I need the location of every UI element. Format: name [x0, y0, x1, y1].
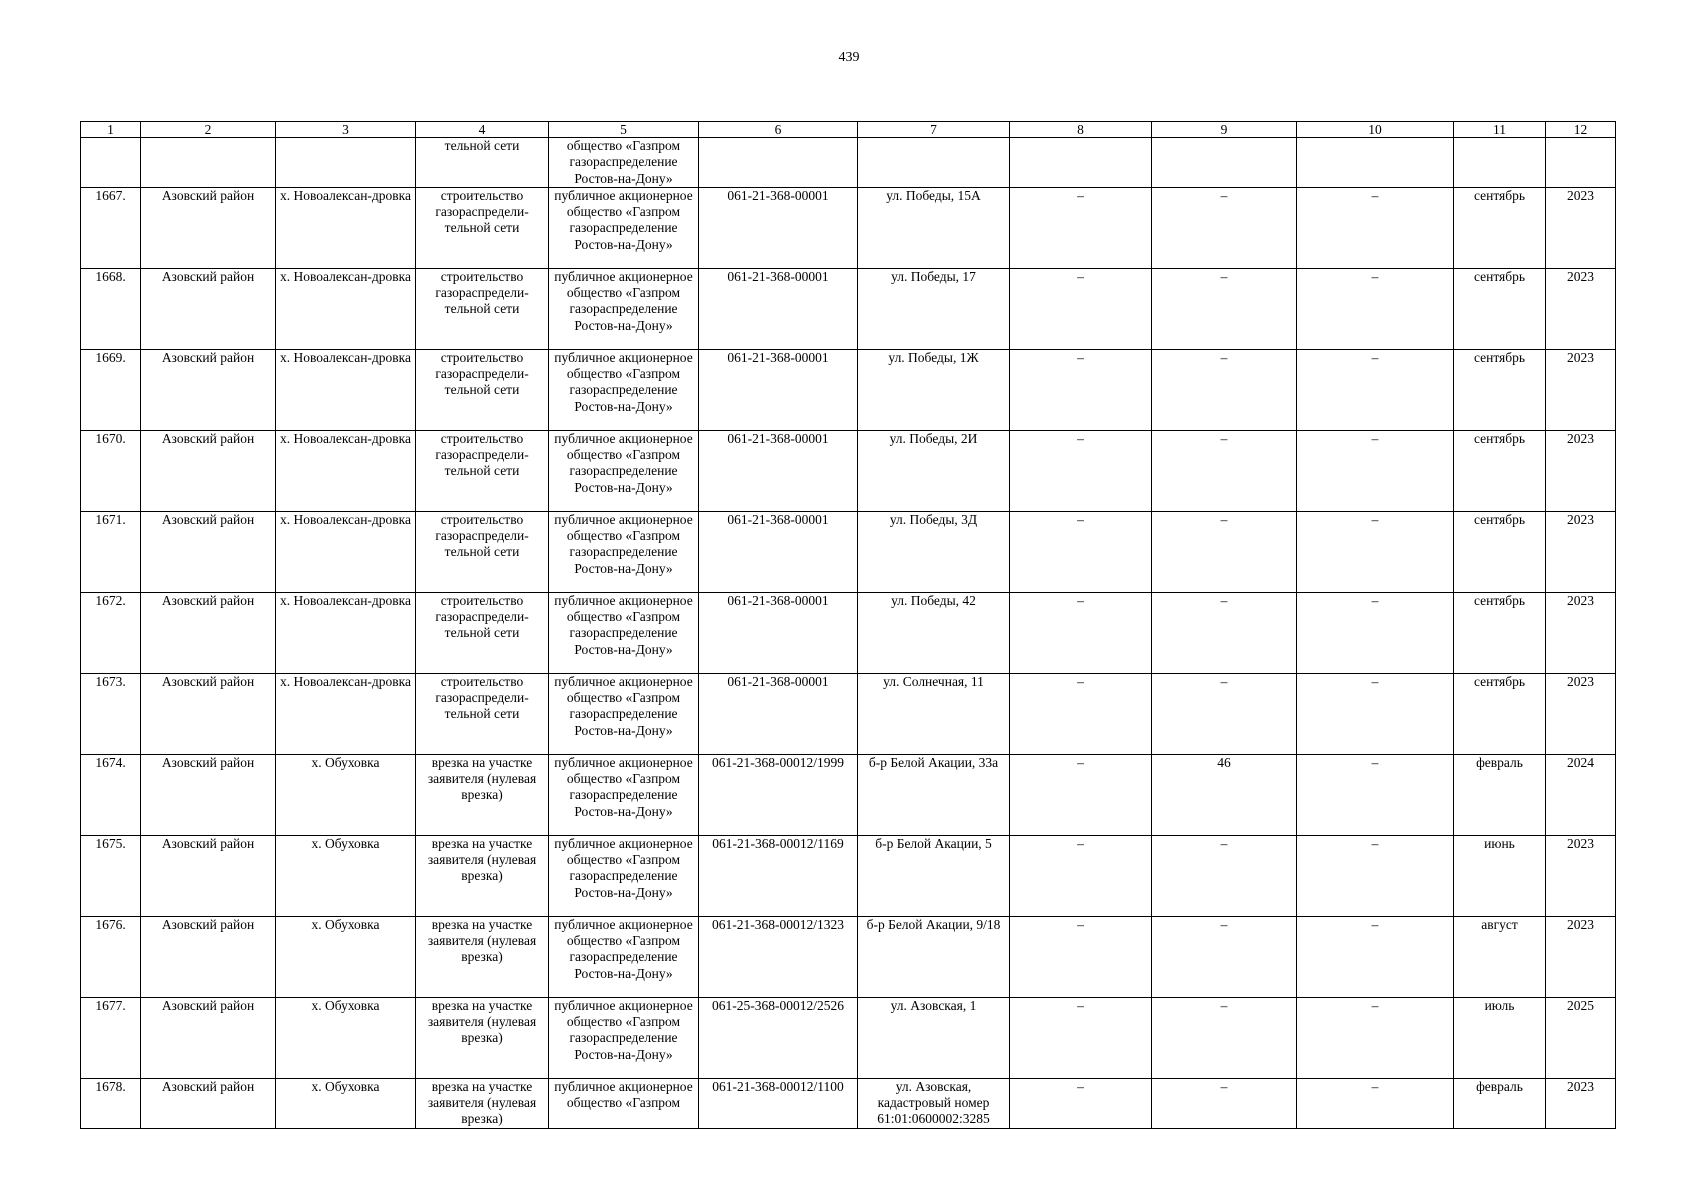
col9-value-cell: –: [1152, 835, 1297, 916]
month-cell: февраль: [1454, 1078, 1546, 1128]
month-cell: сентябрь: [1454, 592, 1546, 673]
row-number-cell: 1670.: [81, 430, 141, 511]
address-cell: [858, 138, 1010, 188]
address-cell: б-р Белой Акации, 5: [858, 835, 1010, 916]
table-row: [81, 592, 1616, 673]
row-number-cell: 1672.: [81, 592, 141, 673]
address-cell: б-р Белой Акации, 9/18: [858, 916, 1010, 997]
district-cell: Азовский район: [141, 835, 276, 916]
month-cell: июнь: [1454, 835, 1546, 916]
col8-value-cell: –: [1010, 835, 1152, 916]
year-cell: 2024: [1546, 754, 1616, 835]
year-cell: 2025: [1546, 997, 1616, 1078]
settlement-cell: х. Новоалексан-дровка: [276, 673, 416, 754]
address-cell: ул. Солнечная, 11: [858, 673, 1010, 754]
settlement-cell: х. Новоалексан-дровка: [276, 511, 416, 592]
address-cell: б-р Белой Акации, 33а: [858, 754, 1010, 835]
application-number-cell: 061-21-368-00001: [699, 349, 858, 430]
col-header: 12: [1546, 122, 1616, 138]
address-cell: ул. Победы, 17: [858, 268, 1010, 349]
col10-value-cell: –: [1297, 187, 1454, 268]
organization-cell: публичное акционерное общество «Газпром газораспределение Ростов-на-Дону»: [549, 349, 699, 430]
work-type-cell: строительство газораспредели-тельной сети: [416, 349, 549, 430]
district-cell: Азовский район: [141, 1078, 276, 1128]
table-row: [81, 916, 1616, 997]
row-number-cell: 1678.: [81, 1078, 141, 1128]
col10-value-cell: –: [1297, 511, 1454, 592]
col-header: 6: [699, 122, 858, 138]
application-number-cell: 061-21-368-00001: [699, 430, 858, 511]
organization-cell: публичное акционерное общество «Газпром газораспределение Ростов-на-Дону»: [549, 835, 699, 916]
col-header: 8: [1010, 122, 1152, 138]
col9-value-cell: [1152, 138, 1297, 188]
row-number-cell: 1674.: [81, 754, 141, 835]
table-body: [81, 138, 1616, 1129]
district-cell: Азовский район: [141, 754, 276, 835]
application-number-cell: 061-21-368-00001: [699, 187, 858, 268]
organization-cell: публичное акционерное общество «Газпром газораспределение Ростов-на-Дону»: [549, 187, 699, 268]
district-cell: Азовский район: [141, 430, 276, 511]
row-number-cell: 1675.: [81, 835, 141, 916]
month-cell: сентябрь: [1454, 349, 1546, 430]
col8-value-cell: [1010, 138, 1152, 188]
col9-value-cell: –: [1152, 673, 1297, 754]
year-cell: 2023: [1546, 835, 1616, 916]
address-cell: ул. Победы, 42: [858, 592, 1010, 673]
col8-value-cell: –: [1010, 187, 1152, 268]
col8-value-cell: –: [1010, 673, 1152, 754]
col10-value-cell: [1297, 138, 1454, 188]
district-cell: Азовский район: [141, 916, 276, 997]
col9-value-cell: –: [1152, 1078, 1297, 1128]
application-number-cell: 061-21-368-00001: [699, 511, 858, 592]
col10-value-cell: –: [1297, 592, 1454, 673]
table-row: [81, 138, 1616, 188]
organization-cell: публичное акционерное общество «Газпром газораспределение Ростов-на-Дону»: [549, 430, 699, 511]
col8-value-cell: –: [1010, 268, 1152, 349]
district-cell: [141, 138, 276, 188]
address-cell: ул. Азовская, кадастровый номер 61:01:0600002:3285: [858, 1078, 1010, 1128]
col-header: 10: [1297, 122, 1454, 138]
year-cell: 2023: [1546, 430, 1616, 511]
organization-cell: публичное акционерное общество «Газпром газораспределение Ростов-на-Дону»: [549, 592, 699, 673]
col9-value-cell: 46: [1152, 754, 1297, 835]
table-row: [81, 511, 1616, 592]
month-cell: сентябрь: [1454, 673, 1546, 754]
application-number-cell: 061-21-368-00012/1100: [699, 1078, 858, 1128]
settlement-cell: х. Обуховка: [276, 916, 416, 997]
district-cell: Азовский район: [141, 349, 276, 430]
application-number-cell: 061-21-368-00012/1999: [699, 754, 858, 835]
col9-value-cell: –: [1152, 997, 1297, 1078]
col10-value-cell: –: [1297, 673, 1454, 754]
organization-cell: публичное акционерное общество «Газпром газораспределение Ростов-на-Дону»: [549, 511, 699, 592]
year-cell: 2023: [1546, 916, 1616, 997]
year-cell: [1546, 138, 1616, 188]
organization-cell: общество «Газпром газораспределение Ростов-на-Дону»: [549, 138, 699, 188]
table-row: [81, 754, 1616, 835]
work-type-cell: врезка на участке заявителя (нулевая врезка): [416, 997, 549, 1078]
col10-value-cell: –: [1297, 268, 1454, 349]
organization-cell: публичное акционерное общество «Газпром газораспределение Ростов-на-Дону»: [549, 754, 699, 835]
row-number-cell: 1677.: [81, 997, 141, 1078]
table-row: [81, 997, 1616, 1078]
col9-value-cell: –: [1152, 592, 1297, 673]
year-cell: 2023: [1546, 673, 1616, 754]
table-row: [81, 268, 1616, 349]
work-type-cell: строительство газораспредели-тельной сети: [416, 187, 549, 268]
col8-value-cell: –: [1010, 754, 1152, 835]
organization-cell: публичное акционерное общество «Газпром: [549, 1078, 699, 1128]
work-type-cell: строительство газораспредели-тельной сети: [416, 673, 549, 754]
district-cell: Азовский район: [141, 187, 276, 268]
work-type-cell: тельной сети: [416, 138, 549, 188]
month-cell: февраль: [1454, 754, 1546, 835]
application-number-cell: 061-21-368-00001: [699, 592, 858, 673]
district-cell: Азовский район: [141, 997, 276, 1078]
month-cell: сентябрь: [1454, 268, 1546, 349]
address-cell: ул. Победы, 3Д: [858, 511, 1010, 592]
settlement-cell: х. Новоалексан-дровка: [276, 349, 416, 430]
application-number-cell: [699, 138, 858, 188]
settlement-cell: х. Новоалексан-дровка: [276, 592, 416, 673]
application-number-cell: 061-25-368-00012/2526: [699, 997, 858, 1078]
col10-value-cell: –: [1297, 349, 1454, 430]
month-cell: сентябрь: [1454, 187, 1546, 268]
col10-value-cell: –: [1297, 1078, 1454, 1128]
district-cell: Азовский район: [141, 268, 276, 349]
settlement-cell: х. Обуховка: [276, 997, 416, 1078]
row-number-cell: 1676.: [81, 916, 141, 997]
address-cell: ул. Победы, 15А: [858, 187, 1010, 268]
row-number-cell: 1667.: [81, 187, 141, 268]
col9-value-cell: –: [1152, 511, 1297, 592]
address-cell: ул. Азовская, 1: [858, 997, 1010, 1078]
organization-cell: публичное акционерное общество «Газпром газораспределение Ростов-на-Дону»: [549, 997, 699, 1078]
col8-value-cell: –: [1010, 997, 1152, 1078]
col9-value-cell: –: [1152, 187, 1297, 268]
col8-value-cell: –: [1010, 1078, 1152, 1128]
column-number-row: [81, 122, 1616, 138]
col9-value-cell: –: [1152, 916, 1297, 997]
col-header: 4: [416, 122, 549, 138]
month-cell: [1454, 138, 1546, 188]
year-cell: 2023: [1546, 349, 1616, 430]
address-cell: ул. Победы, 1Ж: [858, 349, 1010, 430]
settlement-cell: х. Обуховка: [276, 1078, 416, 1128]
application-number-cell: 061-21-368-00012/1323: [699, 916, 858, 997]
col10-value-cell: –: [1297, 430, 1454, 511]
work-type-cell: врезка на участке заявителя (нулевая врезка): [416, 916, 549, 997]
organization-cell: публичное акционерное общество «Газпром газораспределение Ростов-на-Дону»: [549, 916, 699, 997]
application-number-cell: 061-21-368-00001: [699, 268, 858, 349]
col8-value-cell: –: [1010, 430, 1152, 511]
work-type-cell: строительство газораспредели-тельной сети: [416, 511, 549, 592]
table-row: [81, 349, 1616, 430]
month-cell: июль: [1454, 997, 1546, 1078]
organization-cell: публичное акционерное общество «Газпром газораспределение Ростов-на-Дону»: [549, 673, 699, 754]
col-header: 5: [549, 122, 699, 138]
district-cell: Азовский район: [141, 673, 276, 754]
district-cell: Азовский район: [141, 511, 276, 592]
settlement-cell: [276, 138, 416, 188]
row-number-cell: 1671.: [81, 511, 141, 592]
year-cell: 2023: [1546, 187, 1616, 268]
col9-value-cell: –: [1152, 349, 1297, 430]
col10-value-cell: –: [1297, 754, 1454, 835]
work-type-cell: строительство газораспредели-тельной сети: [416, 430, 549, 511]
col9-value-cell: –: [1152, 268, 1297, 349]
table-row: [81, 673, 1616, 754]
col-header: 9: [1152, 122, 1297, 138]
row-number-cell: [81, 138, 141, 188]
col-header: 3: [276, 122, 416, 138]
organization-cell: публичное акционерное общество «Газпром газораспределение Ростов-на-Дону»: [549, 268, 699, 349]
row-number-cell: 1668.: [81, 268, 141, 349]
col-header: 2: [141, 122, 276, 138]
table-row: [81, 1078, 1616, 1128]
table-row: [81, 430, 1616, 511]
col-header: 7: [858, 122, 1010, 138]
col8-value-cell: –: [1010, 592, 1152, 673]
month-cell: август: [1454, 916, 1546, 997]
month-cell: сентябрь: [1454, 430, 1546, 511]
work-type-cell: врезка на участке заявителя (нулевая врезка): [416, 835, 549, 916]
address-cell: ул. Победы, 2И: [858, 430, 1010, 511]
district-cell: Азовский район: [141, 592, 276, 673]
application-number-cell: 061-21-368-00012/1169: [699, 835, 858, 916]
month-cell: сентябрь: [1454, 511, 1546, 592]
col-header: 11: [1454, 122, 1546, 138]
work-type-cell: врезка на участке заявителя (нулевая врезка): [416, 1078, 549, 1128]
table-row: [81, 835, 1616, 916]
year-cell: 2023: [1546, 1078, 1616, 1128]
settlement-cell: х. Обуховка: [276, 835, 416, 916]
year-cell: 2023: [1546, 511, 1616, 592]
year-cell: 2023: [1546, 592, 1616, 673]
col8-value-cell: –: [1010, 511, 1152, 592]
work-type-cell: строительство газораспредели-тельной сети: [416, 592, 549, 673]
settlement-cell: х. Новоалексан-дровка: [276, 268, 416, 349]
page-number: 439: [838, 50, 860, 65]
row-number-cell: 1673.: [81, 673, 141, 754]
settlement-cell: х. Новоалексан-дровка: [276, 187, 416, 268]
col8-value-cell: –: [1010, 916, 1152, 997]
work-type-cell: врезка на участке заявителя (нулевая врезка): [416, 754, 549, 835]
table-row: [81, 187, 1616, 268]
col10-value-cell: –: [1297, 835, 1454, 916]
application-number-cell: 061-21-368-00001: [699, 673, 858, 754]
col-header: 1: [81, 122, 141, 138]
settlement-cell: х. Обуховка: [276, 754, 416, 835]
settlement-cell: х. Новоалексан-дровка: [276, 430, 416, 511]
col10-value-cell: –: [1297, 997, 1454, 1078]
col8-value-cell: –: [1010, 349, 1152, 430]
col9-value-cell: –: [1152, 430, 1297, 511]
col10-value-cell: –: [1297, 916, 1454, 997]
registry-table: [80, 121, 1616, 1129]
work-type-cell: строительство газораспредели-тельной сети: [416, 268, 549, 349]
year-cell: 2023: [1546, 268, 1616, 349]
row-number-cell: 1669.: [81, 349, 141, 430]
